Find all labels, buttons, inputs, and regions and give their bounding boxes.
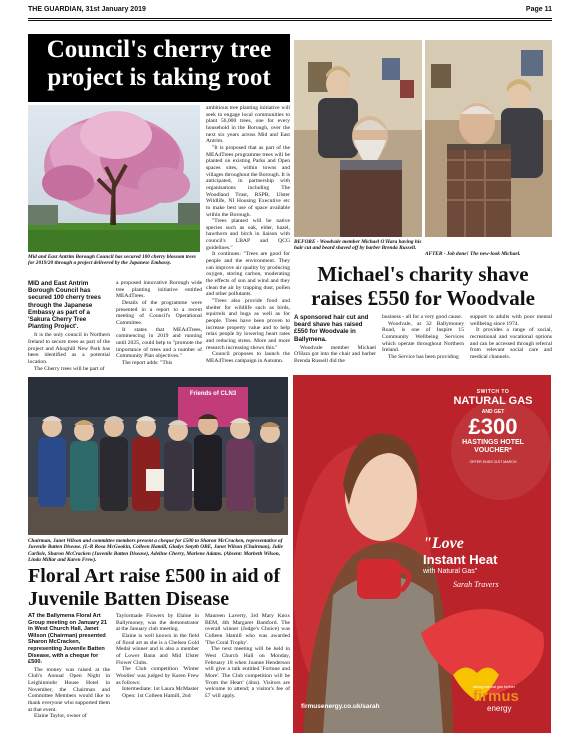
masthead-rule-thin [28, 20, 552, 21]
firmus-energy: energy [487, 704, 512, 713]
love-text: "Love [423, 535, 464, 552]
before-caption: BEFORE - Woodvale member Michael O'Hara having his hair cut and beard shaved off by barber Brenda Russell. [294, 239, 422, 252]
shave-col3-p2: It provides a range of social, recreational and vocational options and can be accessed through referral from relevant social care and medical channels. [470, 327, 552, 360]
shave-col1-p1: Woodvale member Michael O'Hara got into the chair and barber Brenda Russell did the [294, 344, 376, 365]
cherry-col2 [116, 280, 202, 367]
cherry-blossom-photo [28, 105, 200, 252]
cherry-col3-p3: "Trees planted will be native species such as oak, elder, hazel, hawthorn and birch in liaison with council's LBAP and QCG guidelines." [206, 218, 290, 251]
shave-lead: A sponsored hair cut and beard shave has raised £550 for Woodvale in Ballymena. [294, 314, 369, 343]
voucher-line1: HASTINGS HOTEL [462, 439, 524, 446]
floral-col2-p1: Taylormade Flowers by Elaine in Ballymoney, was the demonstrator at the January club meeting. [116, 613, 199, 633]
floral-col3-p2: The next meeting will be held in West Church Hall on Monday, February 18 when Joanne Henderson will give a talk entitled 'Fortune and More'. The Club competition will be 'From the Heart' (4ins). Visitors are welcome to attend; a visitor's fee of £7 will apply. [205, 646, 290, 699]
firmus-logo [473, 685, 549, 713]
floral-col1 [28, 613, 110, 720]
cherry-lead: MID and East Antrim Borough Council has secured 100 cherry trees through the Japanese Embassy as part of a 'Sakura Cherry Tree Planting Project'. [28, 280, 101, 331]
before-shave-photo [294, 40, 422, 237]
cherry-col2-p1: a proposed innovative Borough wide tree planting initiative entitled MEA4Trees. [116, 280, 202, 300]
cherry-col1-p1: It is the only council in Northern Ireland to secure trees as part of the project and Ahoghill New Park has been identified as a potential location. [28, 332, 110, 366]
instant-heat-text: Instant Heat [423, 552, 498, 567]
floral-col2 [116, 613, 199, 700]
floral-col2-p2: Elaine is well known in the field of floral art as she is a Chelsea Gold Medal winner and is also a member of Lower Bann and Mid Ulster Flower Clubs. [116, 632, 199, 666]
floral-col1-p2: Elaine Taylor, owner of [34, 713, 87, 720]
cherry-col3-p1: ambitious tree planting initiative will seek to engage local communities to plant 56,000 trees, one for every household in the Borough, over the next six years across Mid and East Antrim. [206, 105, 290, 145]
cherry-col2-p4: The report adds: "This [122, 359, 173, 366]
cherry-col3-p2: "It is proposed that as part of the MEA4Trees programme trees will be planted on existing Parks and Open spaces sites, within towns and villages throughout the Borough. It is anticipated, in partnership with organisations including The Woodland Trust, RSPB, Ulster Wildlife, NI Housing Executive etc to make best use of space available within the Borough. [206, 144, 290, 218]
offer-ends: OFFER ENDS 31ST MARCH [469, 460, 517, 464]
floral-col2-p5: Open: 1st Colleen Hamill, 2nd [122, 692, 191, 699]
voucher-amount: £300 [468, 414, 518, 439]
cherry-col3-p5: "Trees also provide food and shelter for wildlife such as birds, squirrels and bugs as well as for people. Trees have been proven to increase property value and to help relax people by lowering heart rates and reducing stress. More and more research increasing shows this." [206, 298, 290, 351]
floral-col1-p1: The money was raised at the Club's Annual Open Night in Leighinmohr House Hotel in November, the Chairman and Committee Members would like to thank everyone who supported them at that event. [28, 666, 110, 713]
shave-col2-p3: The Service has been providing [388, 353, 459, 360]
cherry-col3-p4: It continues: "Trees are good for people and the environment. They can improve air quality by producing oxygen, storing carbon, moderating the effects of sun and wind and they clean the air by trapping dust, pollen and other pollutants. [206, 251, 290, 298]
firmus-tagline: taking natural gas further [473, 685, 516, 689]
cherry-col1-p2: The Cherry trees will be part of [34, 365, 105, 372]
banner-text: Friends of CLN3 [189, 391, 237, 397]
floral-col3-p1: Maureen Laverty, 3rd Mary Knox BEM, 4th Margaret Bamford. The overall winner (Judge's Choice) was Colleen Hamill who was awarded 'The Coral Trophy'. [205, 613, 290, 646]
cherry-col1 [28, 280, 110, 372]
masthead-title: THE GUARDIAN, 31st January 2019 [28, 6, 146, 13]
cherry-col2-p3: It states that MEA4Trees, commencing in 2019 and running until 2025, could help to "promote the importance of trees and a number of Community Plan objectives." [116, 326, 202, 360]
love-panel [423, 535, 547, 589]
after-caption: AFTER - Job done! The new-look Michael. [425, 251, 521, 257]
after-shave-photo [425, 40, 552, 237]
cherry-col2-p2: Details of the programme were presented in a report to a recent meeting of Council's Operational Committee. [116, 299, 202, 326]
charity-shave-headline: Michael's charity shave raises £550 for Woodvale [311, 262, 535, 310]
shave-col2 [382, 314, 464, 361]
masthead [28, 4, 552, 16]
page-number: Page 11 [525, 6, 552, 13]
shave-col2-p2: Woodvale, at 32 Ballymoney Road, is one of Inspire 15 Community Wellbeing Services which operate throughout Northern Ireland. [382, 320, 464, 354]
shave-col1 [294, 314, 376, 365]
floral-art-group-photo [28, 377, 288, 535]
offer-panel [443, 389, 543, 464]
floral-art-headline: Floral Art raise £500 in aid of Juvenile Batten Disease [28, 565, 281, 610]
firmus-advert [293, 375, 551, 733]
cherry-tree-headline: Council's cherry tree project is taking root [28, 34, 290, 102]
with-gas-text: with Natural Gas" [423, 568, 478, 575]
shave-col2-p1: business - all for a very good cause. [382, 314, 463, 320]
voucher-line2: VOUCHER* [474, 447, 512, 454]
floral-photo-caption: Chairman, Janet Wilson and committee members present a cheque for £500 to Sharon McCracken, representative of Juvenile Batten Disease. (L-R Rosa McGookin, Colleen Hamill, Gladys Smyth OBE, Janet Wilson (Chairman), Julie Carlisle, Sharon McCracken (Juvenile Batten Disease), Adeline Cherry, Marlene Adams. (Absent: Marbeth Wilson, Linda Millar and Karen Frew). [28, 538, 284, 563]
cherry-photo-caption: Mid and East Antrim Borough Council has secured 100 cherry blossom trees for 2019/20 through a project delivered by the Japanese Embassy. [28, 254, 197, 267]
cherry-col3-p6: Council proposes to launch the MEA4Trees campaign in Autumn. [206, 351, 290, 364]
firmus-brand: firmus [473, 688, 519, 705]
shave-col3 [470, 314, 552, 361]
switch-line2: NATURAL GAS [453, 395, 533, 407]
shave-col3-p1: support to adults with poor mental wellbeing since 1974. [470, 314, 552, 327]
get-line: AND GET [481, 409, 505, 415]
floral-col2-p4: Intermediate: 1st Laura McMaster [122, 686, 199, 693]
floral-col2-p3: The Club competition 'Winter Woolies' was judged by Karen Frew as follows: [116, 666, 199, 686]
floral-col3 [205, 613, 290, 700]
switch-line1: SWITCH TO [476, 389, 510, 395]
mug-shape [357, 559, 401, 599]
cherry-col3 [206, 105, 290, 365]
masthead-rule [28, 18, 552, 19]
advert-url[interactable]: firmusenergy.co.uk/sarah [301, 703, 380, 710]
floral-lead: AT the Ballymena Floral Art Group meeting on January 21 in West Church Hall, Janet Wilson (Chairman) presented Sharon McCracken, representing Juvenile Batten Disease, with a cheque for £500. [28, 613, 107, 666]
signature: Sarah Travers [453, 580, 499, 589]
